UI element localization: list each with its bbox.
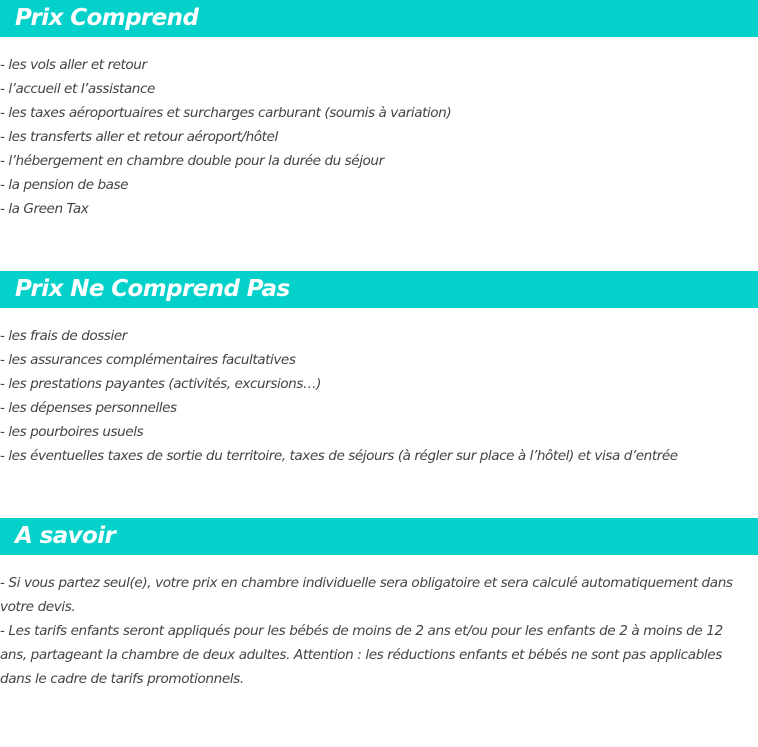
list-item: - les assurances complémentaires facultatives bbox=[0, 352, 296, 368]
list-item: - les prestations payantes (activités, excursions…) bbox=[0, 376, 321, 392]
excluded-title: Prix Ne Comprend Pas bbox=[15, 276, 290, 302]
notes-banner bbox=[0, 518, 758, 555]
list-item: - les frais de dossier bbox=[0, 328, 127, 344]
note-paragraph: - Les tarifs enfants seront appliqués pour les bébés de moins de 2 ans et/ou pour les enfants de 2 à moins de 12 ans, partageant la chambre de deux adultes. Attention : les réductions enfants et bébés ne sont pas applicables dans le cadre de tarifs promotionnels. bbox=[0, 623, 723, 687]
excluded-list bbox=[0, 324, 678, 468]
list-item: - les taxes aéroportuaires et surcharges carburant (soumis à variation) bbox=[0, 105, 452, 121]
list-item: - les éventuelles taxes de sortie du territoire, taxes de séjours (à régler sur place à l’hôtel) et visa d’entrée bbox=[0, 448, 678, 464]
included-title: Prix Comprend bbox=[15, 5, 199, 31]
list-item: - l’hébergement en chambre double pour la durée du séjour bbox=[0, 153, 384, 169]
included-banner bbox=[0, 0, 758, 37]
list-item: - l’accueil et l’assistance bbox=[0, 81, 155, 97]
list-item: - la pension de base bbox=[0, 177, 129, 193]
note-paragraph: - Si vous partez seul(e), votre prix en chambre individuelle sera obligatoire et sera calculé automatiquement dans votre devis. bbox=[0, 575, 733, 615]
list-item: - les dépenses personnelles bbox=[0, 400, 177, 416]
list-item: - les pourboires usuels bbox=[0, 424, 144, 440]
list-item: - les vols aller et retour bbox=[0, 57, 147, 73]
list-item: - la Green Tax bbox=[0, 201, 89, 217]
list-item: - les transferts aller et retour aéroport/hôtel bbox=[0, 129, 278, 145]
notes-title: A savoir bbox=[15, 523, 116, 549]
included-list bbox=[0, 53, 451, 221]
excluded-banner bbox=[0, 271, 758, 308]
